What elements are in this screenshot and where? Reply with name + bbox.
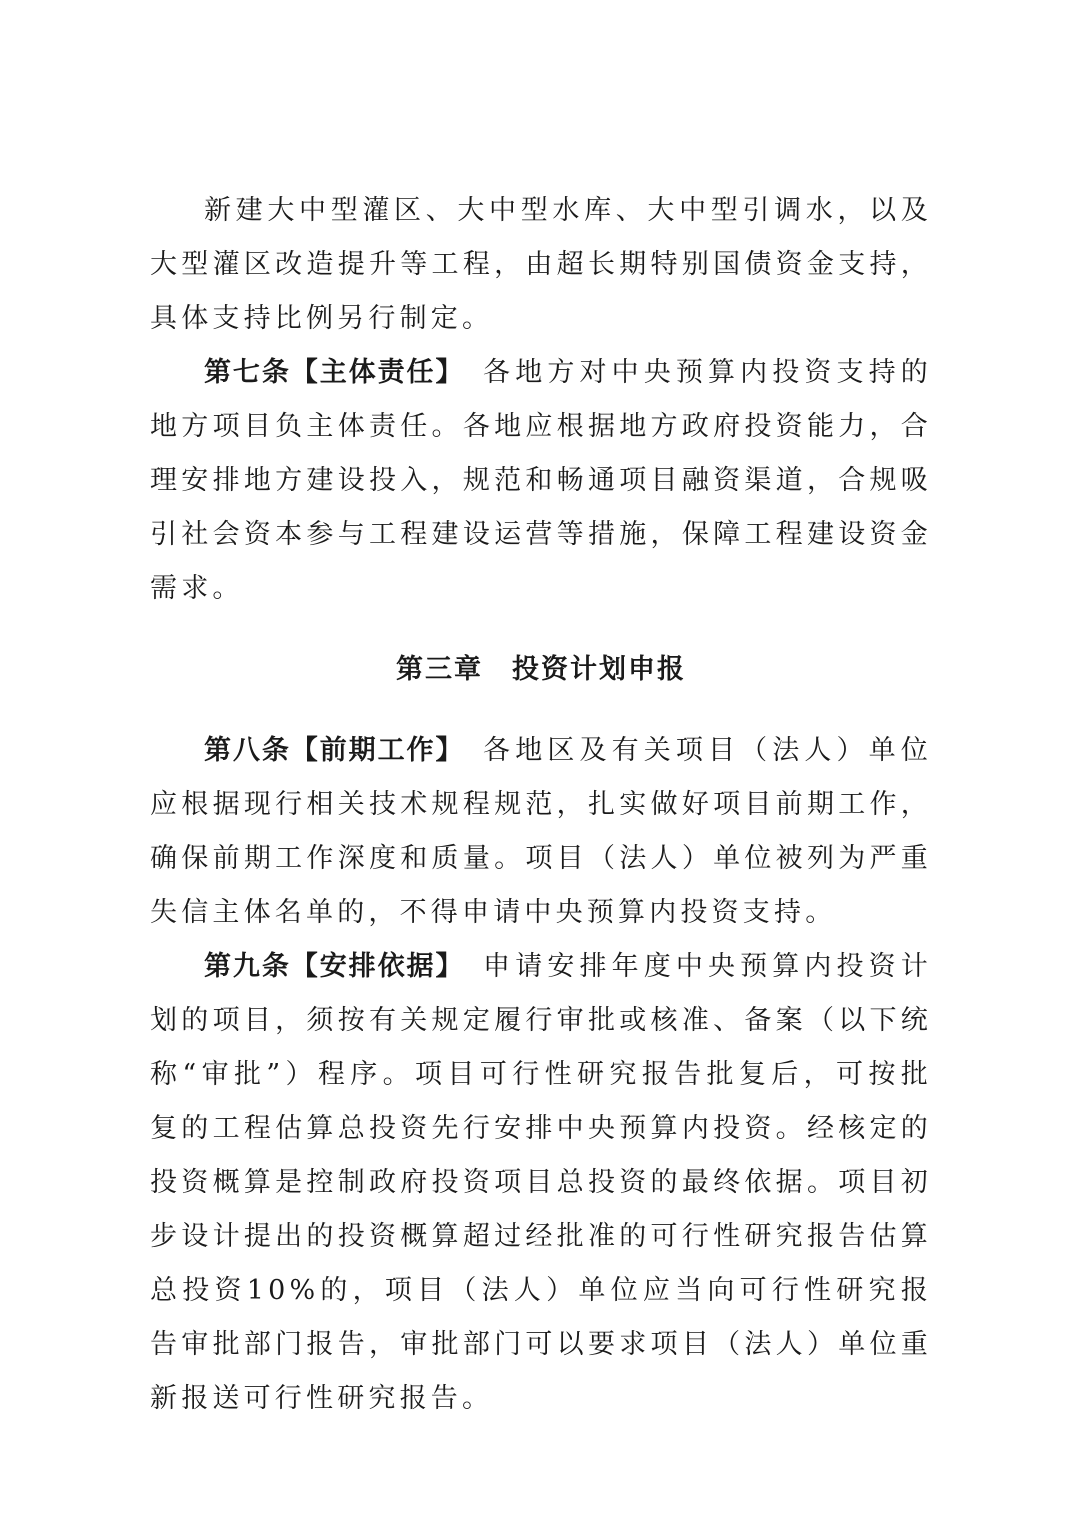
article-9-paragraph <box>150 940 932 1426</box>
article-9-title: 第九条【安排依据】 <box>204 951 451 982</box>
article-9-text: 申请安排年度中央预算内投资计划的项目，须按有关规定履行审批或核准、备案（以下统称“审批”）程序。项目可行性研究报告批复后，可按批复的工程估算总投资先行安排中央预算内投资。经核定的投资概算是控制政府投资项目总投资的最终依据。项目初步设计提出的投资概算超过经批准的可行性研究报告估算总投资10%的，项目（法人）单位应当向可行性研究报告审批部门报告，审批部门可以要求项目（法人）单位重新报送可行性研究报告。 <box>150 951 933 1414</box>
document-page <box>150 184 932 1426</box>
article-7-title: 第七条【主体责任】 <box>204 357 451 388</box>
chapter-3-heading: 第三章 投资计划申报 <box>396 654 686 685</box>
article-7-paragraph <box>150 346 932 616</box>
intro-text: 新建大中型灌区、大中型水库、大中型引调水，以及大型灌区改造提升等工程，由超长期特别国债资金支持，具体支持比例另行制定。 <box>150 195 932 334</box>
intro-paragraph <box>150 184 932 346</box>
article-7-text: 各地方对中央预算内投资支持的地方项目负主体责任。各地应根据地方政府投资能力，合理安排地方建设投入，规范和畅通项目融资渠道，合规吸引社会资本参与工程建设运营等措施，保障工程建设资金需求。 <box>150 357 933 604</box>
article-8-title: 第八条【前期工作】 <box>204 735 451 766</box>
article-8-text: 各地区及有关项目（法人）单位应根据现行相关技术规程规范，扎实做好项目前期工作，确保前期工作深度和质量。项目（法人）单位被列为严重失信主体名单的，不得申请中央预算内投资支持。 <box>150 735 933 928</box>
article-8-paragraph <box>150 724 932 940</box>
